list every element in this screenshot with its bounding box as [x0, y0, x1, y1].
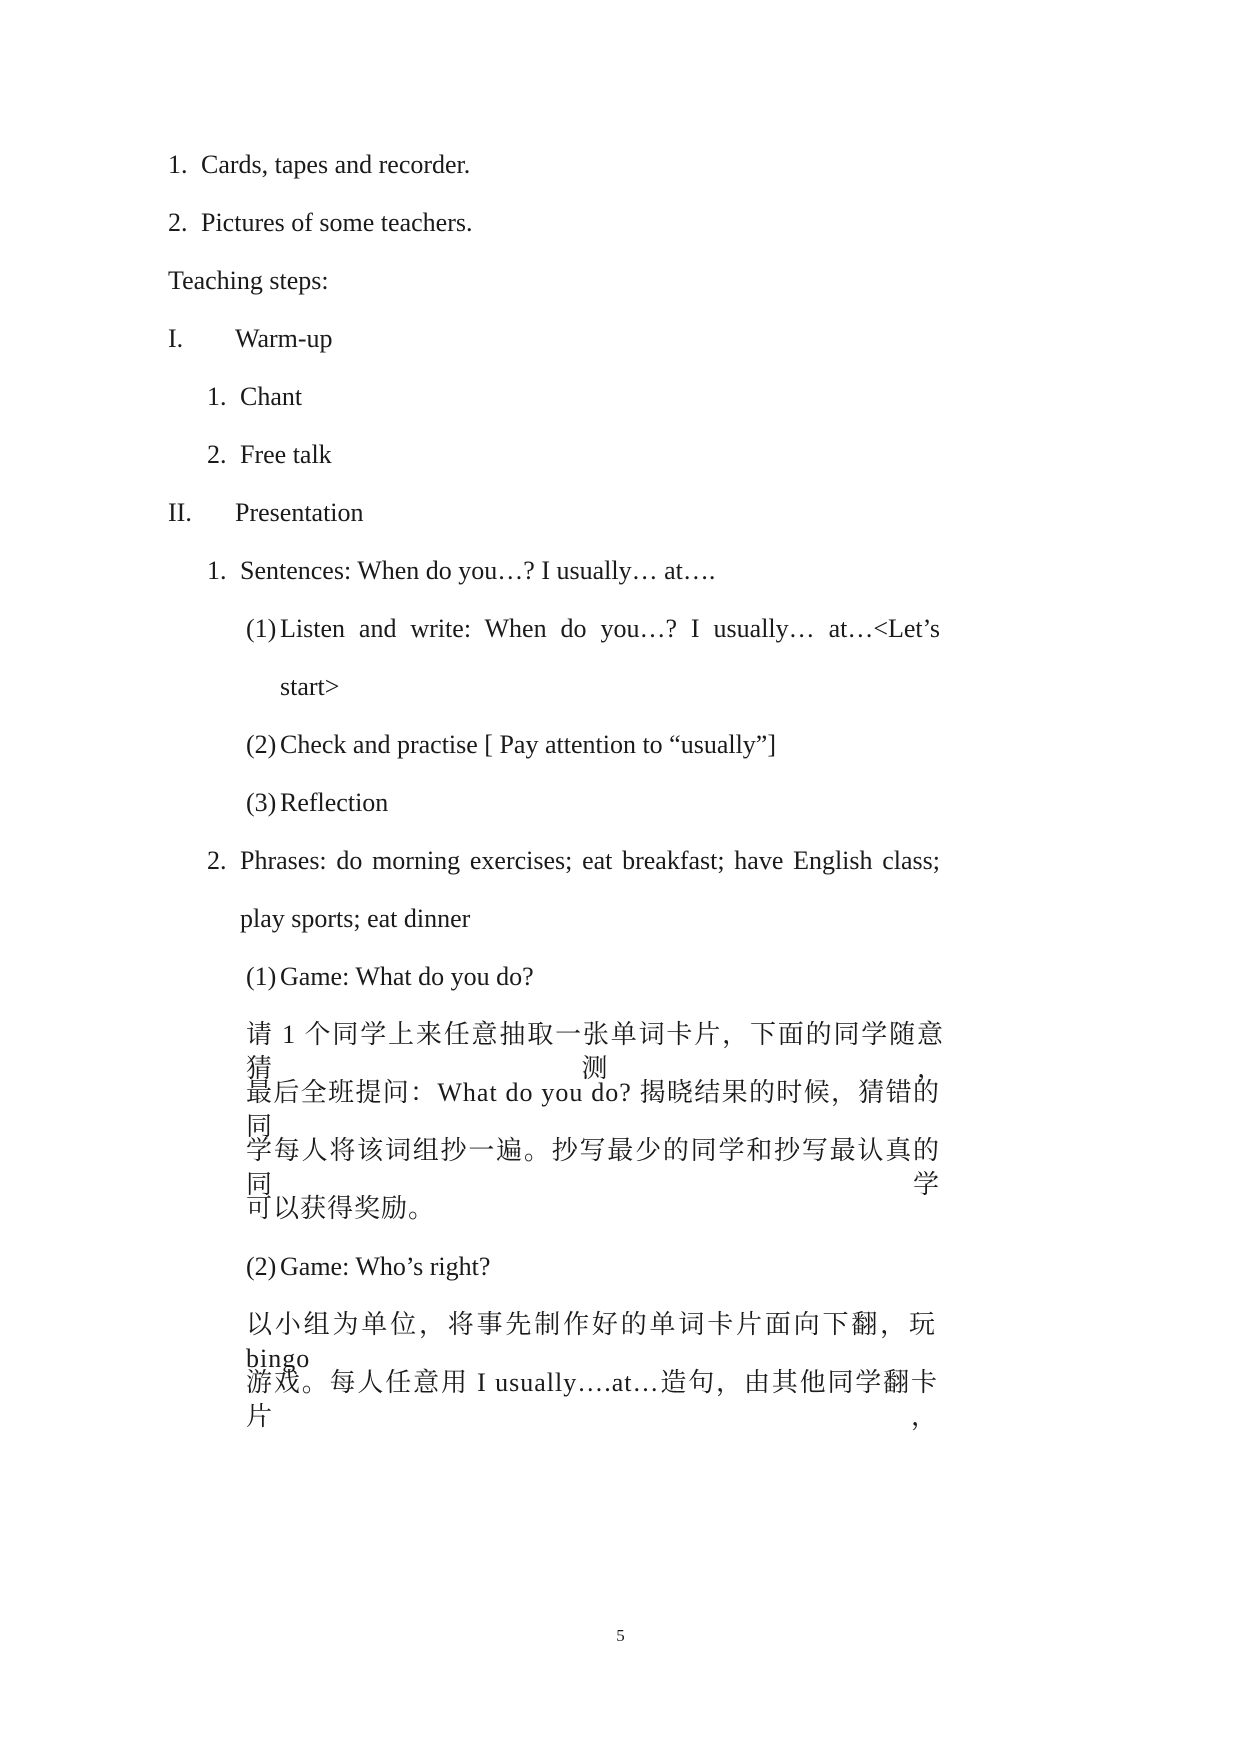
- list-text: Pictures of some teachers.: [201, 208, 473, 237]
- game-description-line: 学每人将该词组抄一遍。抄写最少的同学和抄写最认真的同学: [246, 1136, 940, 1199]
- list-number: 2.: [207, 846, 227, 875]
- list-number: 2.: [207, 440, 227, 469]
- sub-text-continued: start>: [280, 672, 340, 701]
- list-number: 1.: [168, 150, 188, 179]
- list-number: 1.: [207, 382, 227, 411]
- game-title: Game: What do you do?: [280, 962, 534, 991]
- list-number: 1.: [207, 556, 227, 585]
- list-number: 2.: [168, 208, 188, 237]
- list-text: Chant: [240, 382, 303, 411]
- page-number: 5: [616, 1626, 625, 1645]
- game-description-line: 最后全班提问：What do you do? 揭晓结果的时候，猜错的同: [246, 1078, 940, 1141]
- section-number: II.: [168, 498, 192, 527]
- game-description-line: 可以获得奖励。: [246, 1194, 436, 1223]
- section-title: Presentation: [235, 498, 364, 527]
- sub-number: (1): [246, 614, 277, 643]
- game-description-line: 请 1 个同学上来任意抽取一张单词卡片，下面的同学随意猜测，: [246, 1020, 944, 1083]
- game-title: Game: Who’s right?: [280, 1252, 491, 1281]
- section-number: I.: [168, 324, 184, 353]
- list-text: Phrases: do morning exercises; eat breakfast; have English class;: [240, 846, 940, 875]
- game-description-line: 以小组为单位，将事先制作好的单词卡片面向下翻，玩 bingo: [246, 1310, 936, 1373]
- sub-number: (1): [246, 962, 277, 991]
- sub-text: Check and practise [ Pay attention to “usually”]: [280, 730, 777, 759]
- sub-number: (3): [246, 788, 277, 817]
- sub-number: (2): [246, 1252, 277, 1281]
- section-title: Warm-up: [235, 324, 333, 353]
- game-description-line: 游戏。每人任意用 I usually….at…造句，由其他同学翻卡片，: [246, 1368, 938, 1431]
- list-text: Free talk: [240, 440, 332, 469]
- steps-heading: Teaching steps:: [168, 266, 329, 295]
- list-text-continued: play sports; eat dinner: [240, 904, 471, 933]
- sub-text: Listen and write: When do you…? I usually… at…<Let’s: [280, 614, 940, 643]
- list-text: Cards, tapes and recorder.: [201, 150, 471, 179]
- sub-number: (2): [246, 730, 277, 759]
- list-text: Sentences: When do you…? I usually… at….: [240, 556, 716, 585]
- sub-text: Reflection: [280, 788, 389, 817]
